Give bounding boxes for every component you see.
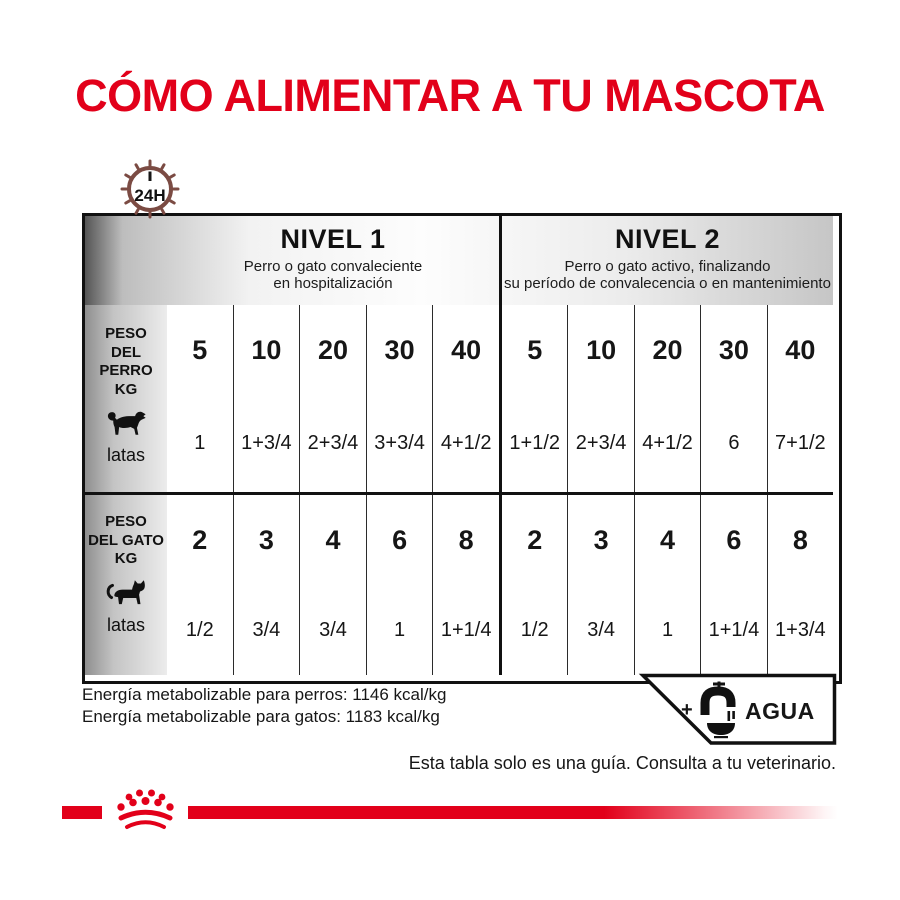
cat-weight: 8 [792,524,808,555]
nivel-1-subtitle [167,258,499,292]
dog-cans: 6 [728,432,740,454]
cat-cans: 1 [394,618,406,641]
dog-weight: 30 [718,334,749,365]
cat-weight: 4 [660,524,676,555]
dog-weight-label-line1: PESO [105,325,147,342]
nivel-2-subtitle [502,258,833,292]
dog-weight: 40 [451,334,482,365]
cat-cans: 3/4 [252,618,281,641]
dog-cans: 4+1/2 [642,432,693,454]
plus-sign: + [681,699,693,721]
cat-weight: 2 [527,524,543,555]
nivel-2-columns [502,305,833,675]
cat-cans: 1+1/4 [440,618,492,641]
water-faucet-icon [697,681,741,739]
cat-weight: 6 [392,524,408,555]
cat-icon [105,577,147,605]
feeding-table [82,213,842,684]
dog-cans: 2+3/4 [575,432,627,454]
nivel-1-header [167,216,499,305]
data-column [299,305,366,675]
cat-cans: 1+1/4 [708,618,760,641]
brand-stripe-left [62,806,102,819]
energy-cats-line: Energía metabolizable para gatos: 1183 kcal/kg [82,706,440,726]
cat-weight-label-line1: PESO [105,513,147,530]
nivel-1-subtitle-line2: en hospitalización [273,275,393,292]
brand-stripe-right [188,806,838,819]
cat-weight: 8 [458,524,474,555]
level-divider [499,216,502,675]
data-column [502,305,567,675]
clock-24h-icon [118,157,182,221]
disclaimer: Esta tabla solo es una guía. Consulta a tu veterinario. [408,753,836,773]
dog-weight: 5 [527,334,543,365]
table-header [85,216,833,305]
nivel-2-header [502,216,833,305]
dog-weight: 40 [785,334,816,365]
cat-weight-label-line2: DEL GATO [88,531,164,549]
cat-weight: 2 [192,524,208,555]
energy-dogs-line: Energía metabolizable para perros: 1146 kcal/kg [82,685,447,704]
dog-cans: 1 [194,432,206,454]
dog-weight: 10 [586,334,617,365]
cat-row-label [85,495,167,675]
data-column [432,305,499,675]
cat-weight: 3 [593,524,609,555]
data-column [167,305,233,675]
cat-cans: 1/2 [520,618,549,641]
cat-cans: 1 [661,618,674,641]
row-label-column [85,305,167,675]
energy-note [82,684,446,727]
dog-icon [105,407,147,437]
data-column [767,305,833,675]
dog-weight: 5 [192,334,208,365]
water-label: AGUA [745,698,815,724]
water-callout [635,672,838,747]
dog-cans: 1+1/2 [509,432,560,454]
data-column [567,305,633,675]
dog-row-label [85,305,167,492]
cat-cans: 3/4 [319,618,347,641]
species-divider [85,492,833,495]
nivel-2-subtitle-line1: Perro o gato activo, finalizando [564,258,771,275]
clock-label: 24H [134,186,166,205]
nivel-1-columns [167,305,499,675]
cat-weight-label-line3: KG [114,550,138,567]
dog-weight: 20 [317,334,348,365]
cat-weight: 3 [258,524,274,555]
dog-unit-label: latas [106,445,146,465]
cat-cans: 3/4 [587,618,616,641]
cat-weight: 4 [325,524,341,555]
dog-cans: 4+1/2 [440,432,492,454]
data-column [233,305,300,675]
cat-unit-label: latas [106,614,146,635]
dog-cans: 7+1/2 [775,432,826,454]
cat-cans: 1+3/4 [775,618,826,641]
dog-weight: 10 [251,334,282,365]
dog-weight: 20 [652,334,683,365]
royal-canin-paw-logo [106,787,184,839]
data-column [634,305,700,675]
dog-cans: 2+3/4 [307,432,359,454]
nivel-1-title: NIVEL 1 [280,224,386,254]
cat-cans: 1/2 [185,618,214,641]
cat-weight: 6 [726,524,742,555]
nivel-1-subtitle-line1: Perro o gato convaleciente [243,258,423,275]
data-column [700,305,766,675]
nivel-2-title: NIVEL 2 [614,224,721,254]
dog-weight-label-line3: KG [114,380,138,398]
dog-cans: 3+3/4 [374,432,425,454]
nivel-2-subtitle-line2: su período de convalecencia o en mantenimiento [504,275,831,292]
data-column [366,305,433,675]
dog-weight: 30 [384,334,415,365]
dog-weight-label-line2: DEL PERRO [99,343,153,379]
dog-cans: 1+3/4 [241,432,292,454]
page-title: CÓMO ALIMENTAR A TU MASCOTA [75,70,825,121]
